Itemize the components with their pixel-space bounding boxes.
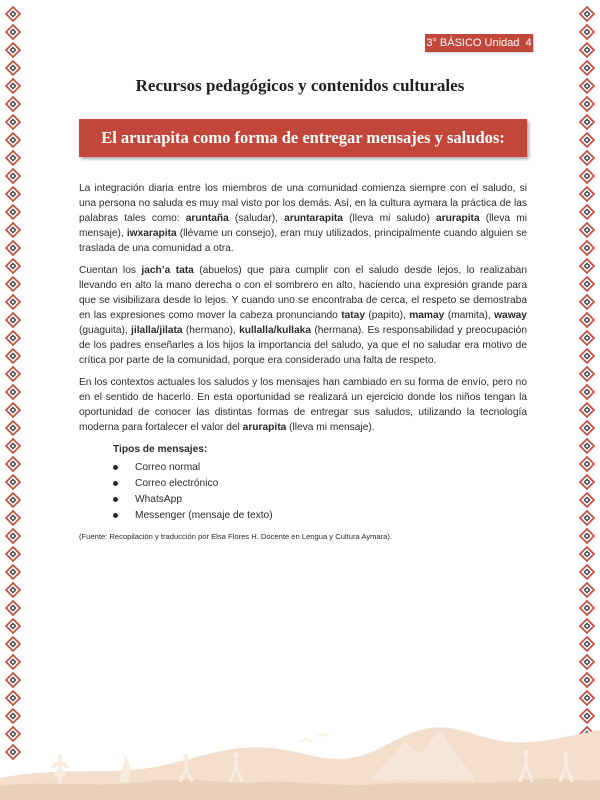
list-item — [113, 459, 527, 475]
unit-label: 3° BÁSICO Unidad 4 — [426, 37, 532, 49]
list-item — [113, 475, 527, 491]
border-motif-icon — [579, 474, 595, 490]
border-motif-icon — [579, 24, 595, 40]
decorative-border-left — [0, 0, 26, 760]
border-motif-icon — [579, 618, 595, 634]
aymara-term: mamay — [409, 310, 445, 321]
paragraph-2 — [79, 263, 527, 368]
aymara-term: kullalla/kullaka — [239, 325, 311, 336]
border-motif-icon — [579, 60, 595, 76]
list-item-label: WhatsApp — [135, 493, 182, 505]
border-motif-icon — [5, 168, 21, 184]
border-motif-icon — [579, 510, 595, 526]
aymara-term: aruntaña — [185, 213, 229, 224]
border-motif-icon — [579, 312, 595, 328]
border-motif-icon — [579, 384, 595, 400]
border-motif-icon — [579, 258, 595, 274]
list-item — [113, 491, 527, 507]
list-item — [113, 507, 527, 523]
border-motif-icon — [579, 96, 595, 112]
border-motif-icon — [5, 528, 21, 544]
border-motif-icon — [5, 402, 21, 418]
border-motif-icon — [5, 276, 21, 292]
text: (hermana). Es responsabilidad y preocupación de los padres enseñarles a los hijos la importancia del saludo, ya que el no saludar era motivo de crítica por parte de la comunidad, porque era considerado una falta de respeto. — [79, 325, 527, 366]
border-motif-icon — [5, 150, 21, 166]
message-types — [113, 442, 527, 523]
border-motif-icon — [5, 348, 21, 364]
list-item-label: Messenger (mensaje de texto) — [135, 509, 273, 521]
text: (abuelos) que para cumplir con el saludo desde lejos, lo realizaban llevando en alto la mano derecha o con el sombrero en alto, haciendo una expresión grande para que se visibilizara desde lo lejos. Y cuando uno se encontraba de cerca, el respeto se demostraba en las expresiones como mover la cabeza pronunciando — [79, 265, 527, 321]
border-motif-icon — [5, 24, 21, 40]
border-motif-icon — [579, 564, 595, 580]
section-title: El arurapita como forma de entregar mensajes y saludos: — [101, 128, 505, 147]
border-motif-icon — [579, 402, 595, 418]
border-motif-icon — [5, 312, 21, 328]
bullet-icon — [113, 465, 118, 470]
border-motif-icon — [579, 222, 595, 238]
text: La integración diaria entre los miembros de una comunidad comienza siempre con el saludo, si una persona no saluda es muy mal visto por los demás. Así, en la cultura aymara la práctica de las palabras tales como: — [79, 183, 527, 224]
border-motif-icon — [5, 636, 21, 652]
aymara-term: jilalla/jilata — [131, 325, 183, 336]
border-motif-icon — [579, 456, 595, 472]
border-motif-icon — [5, 6, 21, 22]
text: (lleva mi mensaje), — [79, 213, 527, 239]
border-motif-icon — [5, 222, 21, 238]
border-motif-icon — [5, 384, 21, 400]
border-motif-icon — [5, 60, 21, 76]
decorative-border-right — [574, 0, 600, 760]
border-motif-icon — [579, 294, 595, 310]
border-motif-icon — [5, 438, 21, 454]
figure-head — [523, 750, 529, 756]
border-motif-icon — [579, 366, 595, 382]
border-motif-icon — [579, 330, 595, 346]
list-item-label: Correo electrónico — [135, 477, 219, 489]
aymara-term: aruntarapita — [284, 213, 343, 224]
border-motif-icon — [5, 618, 21, 634]
border-motif-icon — [5, 654, 21, 670]
border-motif-icon — [579, 582, 595, 598]
source-note: (Fuente: Recopilación y traducción por Elsa Flores H. Docente en Lengua y Cultura Aymara). — [79, 532, 393, 541]
unit-badge — [425, 34, 533, 52]
border-motif-icon — [579, 600, 595, 616]
border-motif-icon — [579, 114, 595, 130]
aymara-term: tatay — [341, 310, 366, 321]
border-motif-icon — [579, 420, 595, 436]
border-motif-icon — [5, 474, 21, 490]
border-motif-icon — [5, 96, 21, 112]
footer-illustration — [0, 670, 600, 800]
border-motif-icon — [5, 366, 21, 382]
border-motif-icon — [579, 348, 595, 364]
border-motif-icon — [5, 420, 21, 436]
bullet-icon — [113, 481, 118, 486]
border-motif-icon — [5, 546, 21, 562]
border-motif-icon — [579, 186, 595, 202]
border-motif-icon — [579, 132, 595, 148]
border-motif-icon — [579, 528, 595, 544]
border-motif-icon — [579, 438, 595, 454]
border-motif-icon — [5, 564, 21, 580]
border-motif-icon — [579, 150, 595, 166]
border-motif-icon — [579, 240, 595, 256]
border-motif-icon — [579, 654, 595, 670]
message-types-title: Tipos de mensajes: — [113, 444, 208, 455]
text: En los contextos actuales los saludos y los mensajes han cambiado en su forma de envío, pero no en el sentido de hacerlo. En esta oportunidad se realizará un ejercicio donde los niños tengan la oportunidad de conocer las distintas formas de entregar sus saludos, utilizando la tecnología moderna para fortalecer el valor del — [79, 377, 527, 433]
aymara-term: arurapita — [242, 422, 287, 433]
text: (lleva mi mensaje). — [286, 422, 375, 433]
aymara-term: iwxarapita — [126, 228, 177, 239]
page-title: Recursos pedagógicos y contenidos culturales — [135, 76, 465, 95]
border-motif-icon — [5, 582, 21, 598]
bullet-icon — [113, 497, 118, 502]
border-motif-icon — [5, 492, 21, 508]
section-banner — [79, 119, 527, 157]
border-motif-icon — [5, 42, 21, 58]
border-motif-icon — [5, 330, 21, 346]
text: (hermano), — [182, 325, 240, 336]
figure-head — [183, 754, 189, 760]
text: (lleva mi saludo) — [342, 213, 437, 224]
main-content — [79, 181, 527, 544]
border-motif-icon — [579, 546, 595, 562]
text: (papito), — [365, 310, 410, 321]
list-item-label: Correo normal — [135, 461, 201, 473]
border-motif-icon — [5, 600, 21, 616]
border-motif-icon — [579, 168, 595, 184]
border-motif-icon — [579, 492, 595, 508]
border-motif-icon — [5, 132, 21, 148]
bullet-icon — [113, 513, 118, 518]
aymara-term: jach’a tata — [141, 265, 194, 276]
border-motif-icon — [5, 186, 21, 202]
text: (guaguita), — [79, 325, 132, 336]
border-motif-icon — [5, 258, 21, 274]
text: (saludar), — [228, 213, 285, 224]
bird-shape — [300, 734, 328, 742]
aymara-term: waway — [494, 310, 527, 321]
figure-head — [233, 752, 239, 758]
figure-head — [563, 752, 569, 758]
border-motif-icon — [579, 276, 595, 292]
paragraph-1 — [79, 181, 527, 256]
border-motif-icon — [5, 114, 21, 130]
border-motif-icon — [5, 456, 21, 472]
border-motif-icon — [579, 42, 595, 58]
paragraph-3 — [79, 375, 527, 435]
aymara-term: arurapita — [436, 213, 480, 224]
message-types-list — [113, 459, 527, 523]
border-motif-icon — [579, 6, 595, 22]
border-motif-icon — [5, 294, 21, 310]
text: (mamita), — [444, 310, 495, 321]
text: (llévame un consejo), eran muy utilizados, principalmente cuando alguien se traslada de una comunidad a otra. — [79, 228, 527, 254]
border-motif-icon — [5, 240, 21, 256]
border-motif-icon — [579, 636, 595, 652]
border-motif-icon — [5, 510, 21, 526]
border-motif-icon — [579, 204, 595, 220]
text: Cuentan los — [79, 265, 142, 276]
plant-shape — [120, 756, 130, 782]
border-motif-icon — [5, 204, 21, 220]
